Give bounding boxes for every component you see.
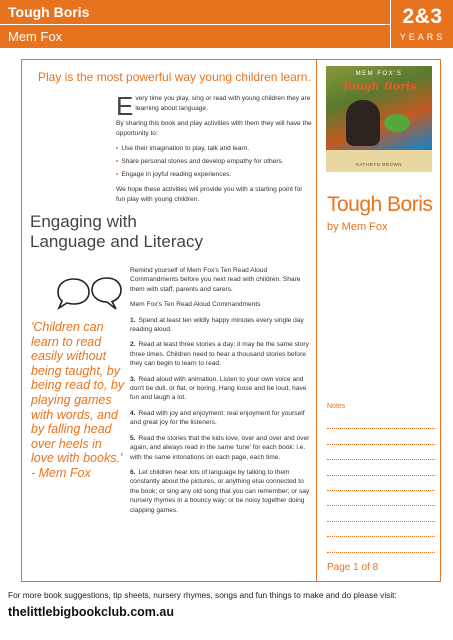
notes-line <box>327 537 435 552</box>
item-text: Read with joy and enjoyment: real enjoyment for yourself and great joy for the listeners. <box>130 409 305 427</box>
age-badge <box>390 0 453 48</box>
notes-line <box>327 491 435 506</box>
item-text: Read aloud with animation. Listen to your own voice and don't be dull, or flat, or boring. Hang loose and be loud, have fun and laugh a lot. <box>130 375 307 402</box>
book-cover-image <box>326 66 432 172</box>
item-text: Read the stories that the kids love, over and over and over again, and always read in the same 'tune' for each book: i.e. with the same intonations on each page, each time. <box>130 434 310 461</box>
item-text: Spend at least ten wildly happy minutes every single day reading aloud. <box>130 316 304 334</box>
notes-line <box>327 460 435 475</box>
notes-line <box>327 414 435 429</box>
header-author: Mem Fox <box>8 29 63 44</box>
age-label: YEARS <box>399 32 446 42</box>
item-number: 3. <box>130 375 136 383</box>
commandments-heading: Mem Fox's Ten Read Aloud Commandments <box>130 301 261 309</box>
list-item <box>130 375 310 403</box>
intro-paragraph: By sharing this book and play activities with them they will have the opportunity to: <box>116 120 312 137</box>
cover-brand: MEM FOX'S <box>355 71 403 77</box>
list-item <box>130 316 310 335</box>
item-number: 4. <box>130 409 136 417</box>
commandments-block <box>130 266 310 521</box>
header-title: Tough Boris <box>8 4 90 20</box>
footer-website-link[interactable]: thelittlebigbookclub.com.au <box>8 605 174 619</box>
item-number: 6. <box>130 468 136 476</box>
commandments-list <box>130 316 310 515</box>
cover-pirate-figure <box>346 100 380 146</box>
bullet-text: Use their imagination to play, talk and learn. <box>121 145 250 152</box>
list-item <box>130 468 310 515</box>
speech-bubbles-icon <box>54 276 124 314</box>
section-title-line: Engaging with <box>30 212 137 231</box>
footer-text: For more book suggestions, tip sheets, nursery rhymes, songs and fun things to make and do please visit: <box>8 590 397 600</box>
section-title <box>30 212 250 252</box>
notes-line <box>327 429 435 444</box>
list-item <box>116 144 312 154</box>
item-number: 5. <box>130 434 136 442</box>
bullet-text: Engage in joyful reading experiences. <box>121 171 232 178</box>
notes-line <box>327 476 435 491</box>
intro-lead-text: very time you play, sing or read with young children they are learning about language. <box>135 95 311 112</box>
item-number: 2. <box>130 341 136 349</box>
cover-shore <box>326 150 432 172</box>
intro-closing: We hope these activities will provide you with a starting point for fun play with young children. <box>116 186 303 203</box>
notes-lines <box>327 414 435 553</box>
bullet-icon: • <box>116 171 119 178</box>
list-item <box>116 170 312 180</box>
column-divider <box>316 59 317 582</box>
notes-line <box>327 445 435 460</box>
cover-parrot <box>384 114 410 132</box>
header-banner <box>0 0 453 48</box>
mem-fox-quote: 'Children can learn to read easily without being taught, by being read to, by playing games with words, and by falling head over heels in love with books.' - Mem Fox <box>31 320 125 480</box>
bullet-icon: • <box>116 158 119 165</box>
drop-cap: E <box>116 91 134 121</box>
item-text: Read at least three stories a day; it may be the same story three times. Children need to hear a thousand stories before they can begin to learn to read. <box>130 341 309 368</box>
header-separator <box>0 24 390 25</box>
section-title-line: Language and Literacy <box>30 232 203 251</box>
intro-block <box>116 91 312 210</box>
list-item <box>130 434 310 462</box>
intro-lead-paragraph <box>116 91 312 121</box>
bullet-icon: • <box>116 145 119 152</box>
bullet-text: Share personal stories and develop empathy for others. <box>121 158 284 165</box>
page-number: Page 1 of 8 <box>327 562 379 573</box>
cover-credit: KATHRYN BROWN <box>355 162 403 167</box>
cover-title: Tough Boris <box>341 80 417 93</box>
list-item <box>116 157 312 167</box>
item-text: Let children hear lots of language by talking to them constantly about the pictures, or anything else connected to the book; or sing any old song that you can remember; or say nursery rhymes in a bouncy way; or be noisy together doing clapping games. <box>130 468 310 514</box>
commandments-intro: Remind yourself of Mem Fox's Ten Read Aloud Commandments before you next read with children. Share them with staff, parents and carers. <box>130 267 301 293</box>
book-byline: by Mem Fox <box>327 221 388 233</box>
list-item <box>130 340 310 368</box>
intro-bullet-list <box>116 144 312 180</box>
tagline: Play is the most powerful way young children learn. <box>38 70 311 84</box>
item-number: 1. <box>130 316 136 324</box>
notes-line <box>327 506 435 521</box>
notes-label: Notes <box>327 403 346 410</box>
list-item <box>130 409 310 428</box>
age-number: 2&3 <box>402 5 443 28</box>
book-title: Tough Boris <box>327 193 433 216</box>
notes-line <box>327 522 435 537</box>
